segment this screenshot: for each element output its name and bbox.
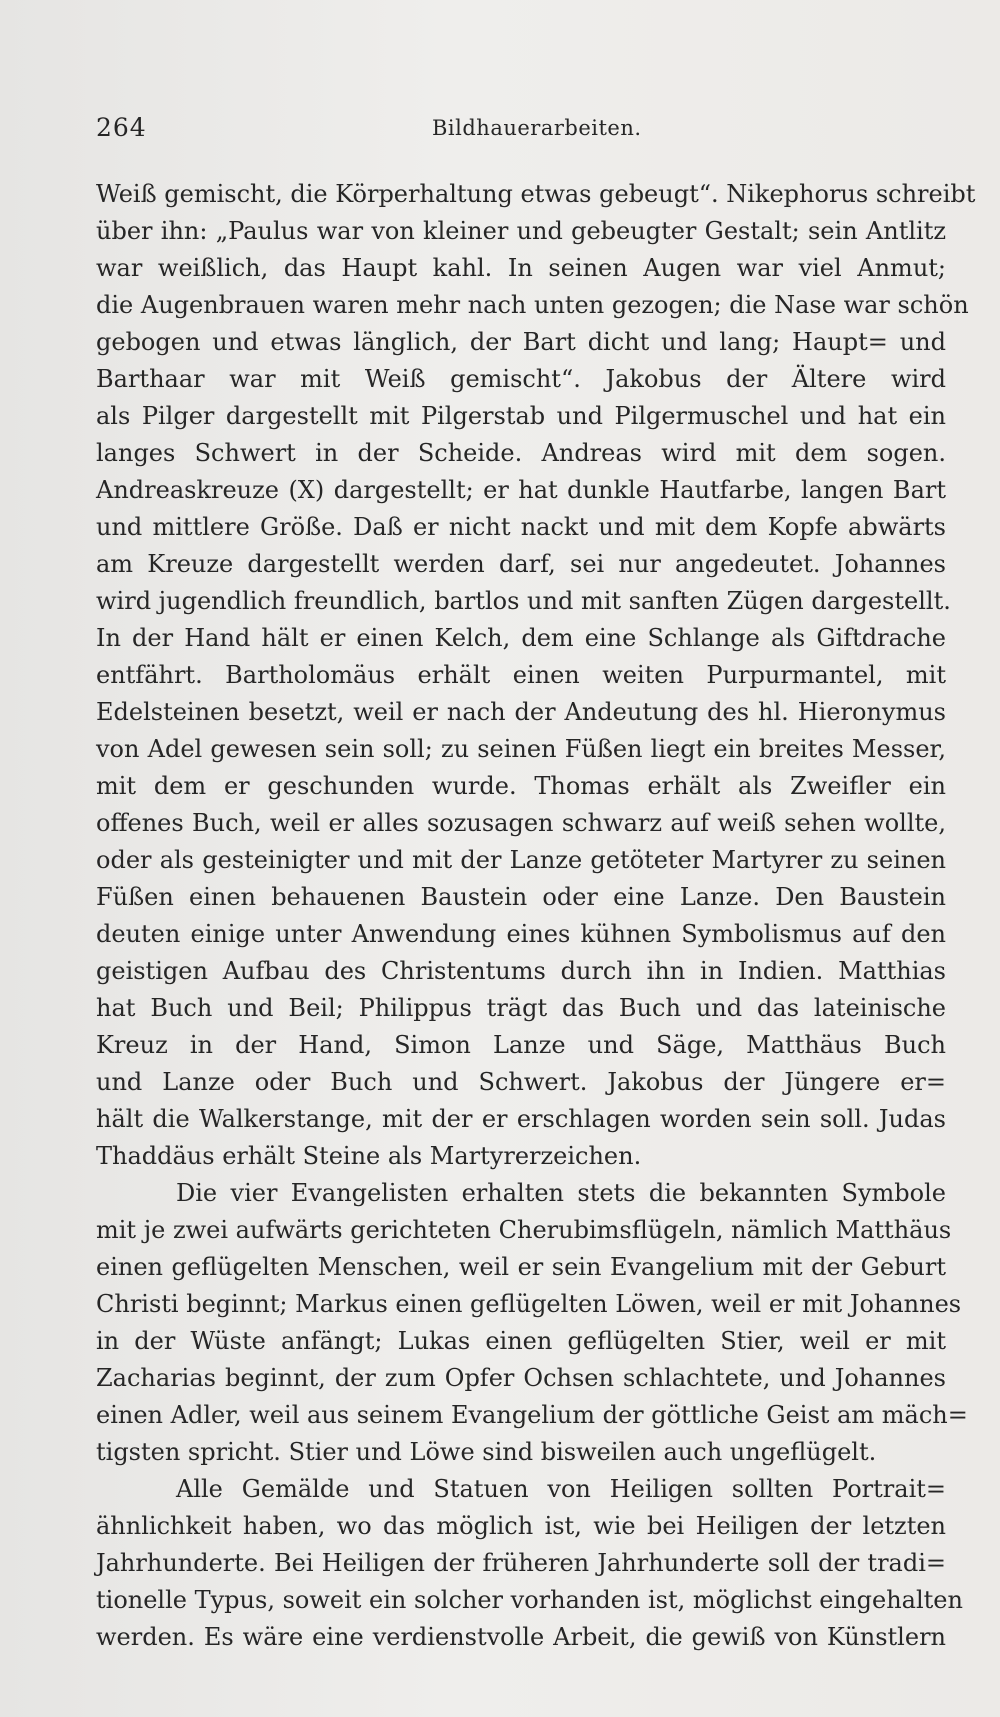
text-line: einen geflügelten Menschen, weil er sein Evangelium mit der Geburt (96, 1253, 946, 1281)
body-text (96, 176, 976, 1656)
text-line: am Kreuze dargestellt werden darf, sei nur angedeutet. Johannes (96, 550, 946, 578)
text-line: hält die Walkerstange, mit der er erschlagen worden sein soll. Judas (96, 1105, 946, 1133)
text-line: in der Wüste anfängt; Lukas einen geflügelten Stier, weil er mit (96, 1327, 946, 1355)
paragraph-start-line: Die vier Evangelisten erhalten stets die bekannten Symbole (176, 1179, 946, 1207)
text-line: von Adel gewesen sein soll; zu seinen Füßen liegt ein breites Messer, (96, 735, 946, 763)
text-line: langes Schwert in der Scheide. Andreas wird mit dem sogen. (96, 439, 946, 467)
text-line: gebogen und etwas länglich, der Bart dicht und lang; Haupt= und (96, 328, 946, 356)
text-line: hat Buch und Beil; Philippus trägt das Buch und das lateinische (96, 994, 946, 1022)
page-header (96, 113, 642, 147)
text-line: tigsten spricht. Stier und Löwe sind bisweilen auch ungeflügelt. (96, 1438, 877, 1466)
text-line: über ihn: „Paulus war von kleiner und gebeugter Gestalt; sein Antlitz (96, 217, 946, 245)
text-line: Thaddäus erhält Steine als Martyrerzeichen. (96, 1142, 642, 1170)
page-number: 264 (96, 113, 147, 142)
text-line: Christi beginnt; Markus einen geflügelten Löwen, weil er mit Johannes (96, 1290, 962, 1318)
text-line: war weißlich, das Haupt kahl. In seinen Augen war viel Anmut; (96, 254, 946, 282)
text-line: Jahrhunderte. Bei Heiligen der früheren Jahrhunderte soll der tradi= (96, 1549, 946, 1577)
text-line: wird jugendlich freundlich, bartlos und mit sanften Zügen dargestellt. (96, 587, 951, 615)
text-line: oder als gesteinigter und mit der Lanze getöteter Martyrer zu seinen (96, 846, 946, 874)
text-line: deuten einige unter Anwendung eines kühnen Symbolismus auf den (96, 920, 946, 948)
text-line: und mittlere Größe. Daß er nicht nackt und mit dem Kopfe abwärts (96, 513, 946, 541)
running-title: Bildhauerarbeiten. (432, 116, 642, 140)
text-line: die Augenbrauen waren mehr nach unten gezogen; die Nase war schön (96, 291, 969, 319)
text-line: geistigen Aufbau des Christentums durch ihn in Indien. Matthias (96, 957, 946, 985)
text-line: Edelsteinen besetzt, weil er nach der Andeutung des hl. Hieronymus (96, 698, 946, 726)
text-line: als Pilger dargestellt mit Pilgerstab und Pilgermuschel und hat ein (96, 402, 946, 430)
text-line: offenes Buch, weil er alles sozusagen schwarz auf weiß sehen wollte, (96, 809, 946, 837)
text-line: Weiß gemischt, die Körperhaltung etwas gebeugt“. Nikephorus schreibt (96, 180, 976, 208)
text-line: Andreaskreuze (X) dargestellt; er hat dunkle Hautfarbe, langen Bart (96, 476, 946, 504)
text-line: In der Hand hält er einen Kelch, dem eine Schlange als Giftdrache (96, 624, 946, 652)
text-line: ähnlichkeit haben, wo das möglich ist, wie bei Heiligen der letzten (96, 1512, 946, 1540)
text-line: Füßen einen behauenen Baustein oder eine Lanze. Den Baustein (96, 883, 946, 911)
text-line: einen Adler, weil aus seinem Evangelium der göttliche Geist am mäch= (96, 1401, 968, 1429)
text-line: Zacharias beginnt, der zum Opfer Ochsen schlachtete, und Johannes (96, 1364, 946, 1392)
text-line: entfährt. Bartholomäus erhält einen weiten Purpurmantel, mit (96, 661, 946, 689)
text-line: mit je zwei aufwärts gerichteten Cherubimsflügeln, nämlich Matthäus (96, 1216, 952, 1244)
text-line: und Lanze oder Buch und Schwert. Jakobus der Jüngere er= (96, 1068, 946, 1096)
text-line: werden. Es wäre eine verdienstvolle Arbeit, die gewiß von Künstlern (96, 1623, 946, 1651)
paragraph-start-line: Alle Gemälde und Statuen von Heiligen sollten Portrait= (176, 1475, 946, 1503)
text-line: mit dem er geschunden wurde. Thomas erhält als Zweifler ein (96, 772, 946, 800)
text-line: tionelle Typus, soweit ein solcher vorhanden ist, möglichst eingehalten (96, 1586, 963, 1614)
text-line: Kreuz in der Hand, Simon Lanze und Säge, Matthäus Buch (96, 1031, 946, 1059)
text-line: Barthaar war mit Weiß gemischt“. Jakobus der Ältere wird (96, 365, 946, 393)
